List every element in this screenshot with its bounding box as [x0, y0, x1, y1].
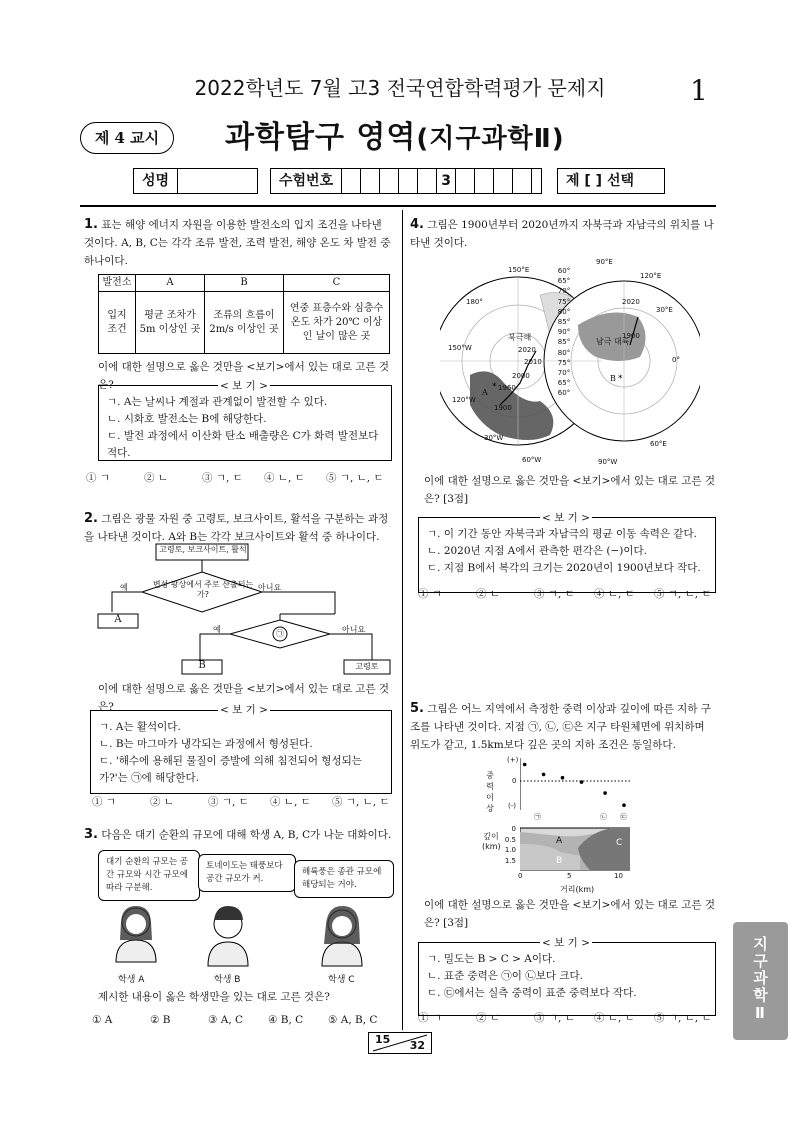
q4-bogi-2: ㄴ. 2020년 지점 A에서 관측한 편각은 (−)이다. [427, 545, 647, 557]
q5-bogi-title: < 보 기 > [542, 937, 590, 949]
exam-number-label: 수험번호 [271, 169, 342, 193]
q2-opt-5[interactable]: ⑤ ㄱ, ㄴ, ㄷ [332, 796, 390, 808]
page-total: 32 [409, 1039, 425, 1052]
q4-bogi-title: < 보 기 > [542, 512, 590, 524]
q2-text: 그림은 광물 자원 중 고령토, 보크사이트, 활석을 구분하는 과정을 나타낸 것이다. A와 B는 각각 보크사이트와 활석 중 하나이다. [84, 513, 389, 543]
flow-diamond1-text: 변성 광상에서 주로 산출되는가? [152, 580, 254, 599]
q5-data-points [523, 763, 626, 807]
q5-ylabel: 중력 이상 [486, 771, 494, 813]
map-lon-150w: 150°W [448, 344, 472, 352]
exam-number-digit: 3 [437, 169, 456, 193]
q1-bogi-3: ㄷ. 발전 과정에서 이산화 탄소 배출량은 C가 화력 발전보다 적다. [107, 430, 379, 459]
q3-number: 3. [84, 827, 98, 842]
q1-opt-5[interactable]: ⑤ ㄱ, ㄴ, ㄷ [326, 472, 384, 484]
q5-bogi-1: ㄱ. 밀도는 B > C > A이다. [427, 953, 556, 965]
q5-depth-ticks: 0 0.5 1.0 1.5 [504, 825, 516, 865]
map-point-a: A [482, 388, 488, 397]
q3-prompt: 제시한 내용이 옳은 학생만을 있는 대로 고른 것은? [98, 991, 330, 1003]
q1-th-2: B [205, 275, 284, 292]
q5-options [418, 1010, 718, 1025]
q5-opt-2[interactable]: ② ㄷ [476, 1012, 500, 1024]
q4-bogi-3: ㄷ. 지점 B에서 복각의 크기는 2020년이 1900년보다 작다. [427, 562, 701, 574]
exam-number-field[interactable] [270, 168, 542, 194]
q5-xlabel: 거리(km) [560, 885, 595, 894]
q5-ytick-minus: (-) [508, 802, 516, 810]
exam-title: 2022학년도 7월 고3 전국연합학력평가 문제지 [194, 76, 606, 100]
q4-opt-4[interactable]: ④ ㄴ, ㄷ [594, 588, 635, 600]
q5-text: 그림은 어느 지역에서 측정한 중력 이상과 깊이에 따른 지하 구조를 나타낸 것이다. 지점 ㉠, ㉡, ㉢은 지구 타원체면에 위치하며 위도가 같고, 1.5km보다 깊은 곳의 지하 조건은 동일하다. [410, 703, 711, 751]
q2-opt-4[interactable]: ④ ㄴ, ㄷ [270, 796, 311, 808]
q2-prompt: 이에 대한 설명으로 옳은 것만을 <보기>에서 있는 대로 고른 것은? [98, 683, 390, 713]
q5-point-2: ㉡ [600, 813, 607, 821]
map-year-2000-n: 2000 [512, 372, 530, 380]
bubble-student-b: 토네이도는 태풍보다 공간 규모가 커. [198, 854, 296, 892]
q1-number: 1. [84, 217, 98, 232]
map-lon-180: 180° [466, 298, 483, 306]
q1-th-3: C [284, 275, 390, 292]
q5-layer-c-label: C [616, 838, 623, 848]
gravity-point-6 [622, 803, 626, 807]
q3-options [92, 1014, 397, 1026]
q5-depth-label: 깊이 (km) [482, 832, 501, 851]
gravity-point-4 [580, 780, 584, 784]
header-rule [80, 205, 716, 207]
q4-prompt: 이에 대한 설명으로 옳은 것만을 <보기>에서 있는 대로 고른 것은? [3점] [424, 475, 716, 505]
q5-bogi-box [418, 942, 716, 1016]
q5-ytick-zero: 0 [512, 777, 517, 785]
map-lon-60e: 60°E [650, 440, 667, 448]
map-year-1900-s: 1900 [622, 332, 640, 340]
side-tab-text: 지구과학Ⅱ [751, 936, 769, 1024]
q5-number: 5. [410, 701, 424, 716]
label-student-a: 학생 A [118, 975, 145, 985]
q5-ytick-plus: (+) [507, 756, 519, 764]
student-a-figure [116, 906, 156, 962]
q4-opt-1[interactable]: ① ㄱ [418, 588, 442, 600]
q1-row-label: 입지 조건 [99, 292, 136, 354]
gravity-point-5 [603, 791, 607, 795]
q5-xtick-10: 10 [614, 872, 623, 880]
map-year-2010-n: 2010 [524, 358, 542, 366]
map-lon-0: 0° [672, 356, 680, 364]
q4-bogi-1: ㄱ. 이 기간 동안 자북극과 자남극의 평균 이동 속력은 같다. [427, 528, 698, 540]
q1-table [98, 274, 390, 354]
question-3 [84, 826, 396, 844]
q1-prompt: 이에 대한 설명으로 옳은 것만을 <보기>에서 있는 대로 고른 것은? [98, 361, 390, 391]
q5-bogi-2: ㄴ. 표준 중력은 ㉠이 ㉡보다 크다. [427, 970, 583, 982]
students-illustration [96, 900, 396, 970]
page-number: 1 [690, 74, 708, 107]
q1-th-0: 발전소 [99, 275, 136, 292]
flow-yes-1: 예 [120, 583, 128, 592]
map-year-2020-n: 2020 [518, 346, 536, 354]
map-lon-60w: 60°W [522, 456, 542, 464]
svg-text:*: * [618, 374, 623, 384]
q1-th-1: A [136, 275, 205, 292]
select-label: 제 [ ] 선택 [566, 173, 634, 189]
map-lon-120w: 120°W [452, 396, 476, 404]
name-label: 성명 [134, 169, 178, 193]
map-year-1960-n: 1960 [498, 384, 516, 392]
q4-bogi-box [418, 517, 716, 593]
q1-opt-4[interactable]: ④ ㄴ, ㄷ [264, 472, 305, 484]
q1-opt-2[interactable]: ② ㄴ [144, 472, 168, 484]
gravity-point-2 [542, 773, 546, 777]
gravity-point-3 [561, 776, 565, 780]
flow-box-a-text: A [114, 614, 122, 625]
page-current: 15 [375, 1033, 391, 1046]
map-lon-30w: 30°W [484, 434, 504, 442]
q2-bogi-box [90, 710, 392, 794]
page-counter [368, 1032, 432, 1054]
q1-text: 표는 해양 에너지 자원을 이용한 발전소의 입지 조건을 나타낸 것이다. A, B, C는 각각 조류 발전, 조력 발전, 해양 온도 차 발전 중 하나이다. [84, 219, 391, 267]
label-student-c: 학생 C [328, 975, 355, 985]
q2-bogi-3: ㄷ. '해수에 용해된 물질이 증발에 의해 침전되어 형성되는가?'는 ㉠에 해당한다. [99, 755, 362, 784]
name-field[interactable] [133, 168, 258, 194]
q5-bogi-3: ㄷ. ㉢에서는 실측 중력이 표준 중력보다 작다. [427, 987, 637, 999]
flow-yes-2: 예 [213, 625, 221, 634]
q1-cell-c: 연중 표층수와 심층수 온도 차가 20℃ 이상인 날이 많은 곳 [284, 292, 390, 354]
flow-no-2: 아니요 [342, 625, 366, 634]
map-lon-90e: 90°E [596, 258, 613, 266]
subject-main: 과학탐구 영역 [225, 120, 417, 155]
question-4 [410, 216, 718, 252]
q4-number: 4. [410, 217, 424, 232]
q1-bogi-box [98, 385, 392, 461]
map-lon-90w: 90°W [598, 458, 618, 466]
label-student-b: 학생 B [214, 975, 241, 985]
question-2 [84, 510, 394, 546]
q2-opt-2[interactable]: ② ㄴ [150, 796, 174, 808]
q2-flowchart [90, 542, 395, 677]
q2-opt-1[interactable]: ① ㄱ [92, 796, 116, 808]
q1-opt-3[interactable]: ③ ㄱ, ㄷ [202, 472, 243, 484]
q3-text: 다음은 대기 순환의 규모에 대해 학생 A, B, C가 나눈 대화이다. [101, 829, 392, 841]
q3-opt-5[interactable]: ⑤ A, B, C [328, 1014, 378, 1026]
q2-bogi-title: < 보 기 > [220, 704, 268, 716]
q2-number: 2. [84, 511, 98, 526]
map-year-1900-n: 1900 [494, 404, 512, 412]
q4-opt-3[interactable]: ③ ㄱ, ㄷ [534, 588, 575, 600]
period-badge: 제 4 교시 [80, 122, 174, 154]
q5-layer-b-label: B [556, 856, 563, 866]
q5-opt-4[interactable]: ④ ㄴ, ㄷ [594, 1012, 635, 1024]
q2-bogi-2: ㄴ. B는 마그마가 냉각되는 과정에서 형성된다. [99, 738, 313, 750]
q5-point-1: ㉠ [534, 813, 541, 821]
flow-diamond2-text: ㉠ [276, 629, 284, 638]
q1-options [86, 470, 396, 485]
map-north-label: 북극해 [508, 333, 532, 342]
student-b-figure [208, 906, 248, 966]
select-field[interactable] [557, 168, 665, 194]
q3-opt-4[interactable]: ④ B, C [268, 1014, 304, 1026]
q3-opt-3[interactable]: ③ A, C [208, 1014, 244, 1026]
q4-opt-5[interactable]: ⑤ ㄱ, ㄴ, ㄷ [654, 588, 712, 600]
map-lon-120e: 120°E [640, 272, 662, 280]
flow-start-text: 고령토, 보크사이트, 활석 [159, 545, 247, 554]
question-1 [84, 216, 392, 270]
q1-cell-a: 평균 조차가 5m 이상인 곳 [136, 292, 205, 354]
map-lon-30e: 30°E [656, 306, 673, 314]
gravity-point-1 [523, 763, 527, 767]
column-divider [402, 210, 403, 1030]
q1-bogi-title: < 보 기 > [220, 380, 268, 392]
map-year-2020-s: 2020 [622, 298, 640, 306]
map-lon-150e: 150°E [508, 266, 530, 274]
q4-text: 그림은 1900년부터 2020년까지 자북극과 자남극의 위치를 나타낸 것이다. [410, 219, 714, 249]
map-point-b: B [610, 374, 616, 383]
q5-layer-a-label: A [556, 836, 563, 846]
q3-opt-2[interactable]: ② B [150, 1014, 171, 1026]
q5-xtick-0: 0 [518, 872, 523, 880]
flow-box-b-text: B [198, 660, 206, 671]
q5-xtick-5: 5 [567, 872, 572, 880]
q5-opt-1[interactable]: ① ㄱ [418, 1012, 442, 1024]
subject-title [225, 112, 565, 156]
q1-bogi-1: ㄱ. A는 날씨나 계절과 관계없이 발전할 수 있다. [107, 396, 328, 408]
map-south-label: 남극 대륙 [596, 337, 630, 346]
q2-opt-3[interactable]: ③ ㄱ, ㄷ [208, 796, 249, 808]
q5-point-3: ㉢ [620, 813, 627, 821]
q2-bogi-1: ㄱ. A는 활석이다. [99, 721, 181, 733]
q2-options [92, 794, 397, 809]
q5-opt-3[interactable]: ③ ㄱ, ㄴ [534, 1012, 575, 1024]
bubble-student-c: 해륙풍은 종관 규모에 해당되는 거야. [294, 860, 394, 898]
q5-prompt: 이에 대한 설명으로 옳은 것만을 <보기>에서 있는 대로 고른 것은? [3점] [424, 899, 716, 929]
q4-options [418, 586, 718, 601]
q1-opt-1[interactable]: ① ㄱ [86, 472, 110, 484]
q1-cell-b: 조류의 흐름이 2m/s 이상인 곳 [205, 292, 284, 354]
flow-no-1: 아니요 [258, 583, 282, 592]
q4-opt-2[interactable]: ② ㄴ [476, 588, 500, 600]
q1-bogi-2: ㄴ. 시화호 발전소는 B에 해당한다. [107, 413, 267, 425]
svg-text:*: * [492, 382, 497, 392]
student-c-figure [322, 906, 362, 966]
subject-paren: (지구과학Ⅱ) [416, 124, 565, 154]
question-5 [410, 700, 718, 754]
subject-side-tab [733, 922, 788, 1040]
q3-opt-1[interactable]: ① A [92, 1014, 113, 1026]
q5-opt-5[interactable]: ⑤ ㄱ, ㄴ, ㄷ [654, 1012, 712, 1024]
bubble-student-a: 대기 순환의 규모는 공간 규모와 시간 규모에 따라 구분해. [98, 850, 200, 901]
flow-box-kaolin-text: 고령토 [355, 662, 379, 671]
map-lat-scale: 60° 65° 70° 75° 80° 85° 90° 85° 80° 75° 70° 65° 60° [557, 267, 571, 398]
